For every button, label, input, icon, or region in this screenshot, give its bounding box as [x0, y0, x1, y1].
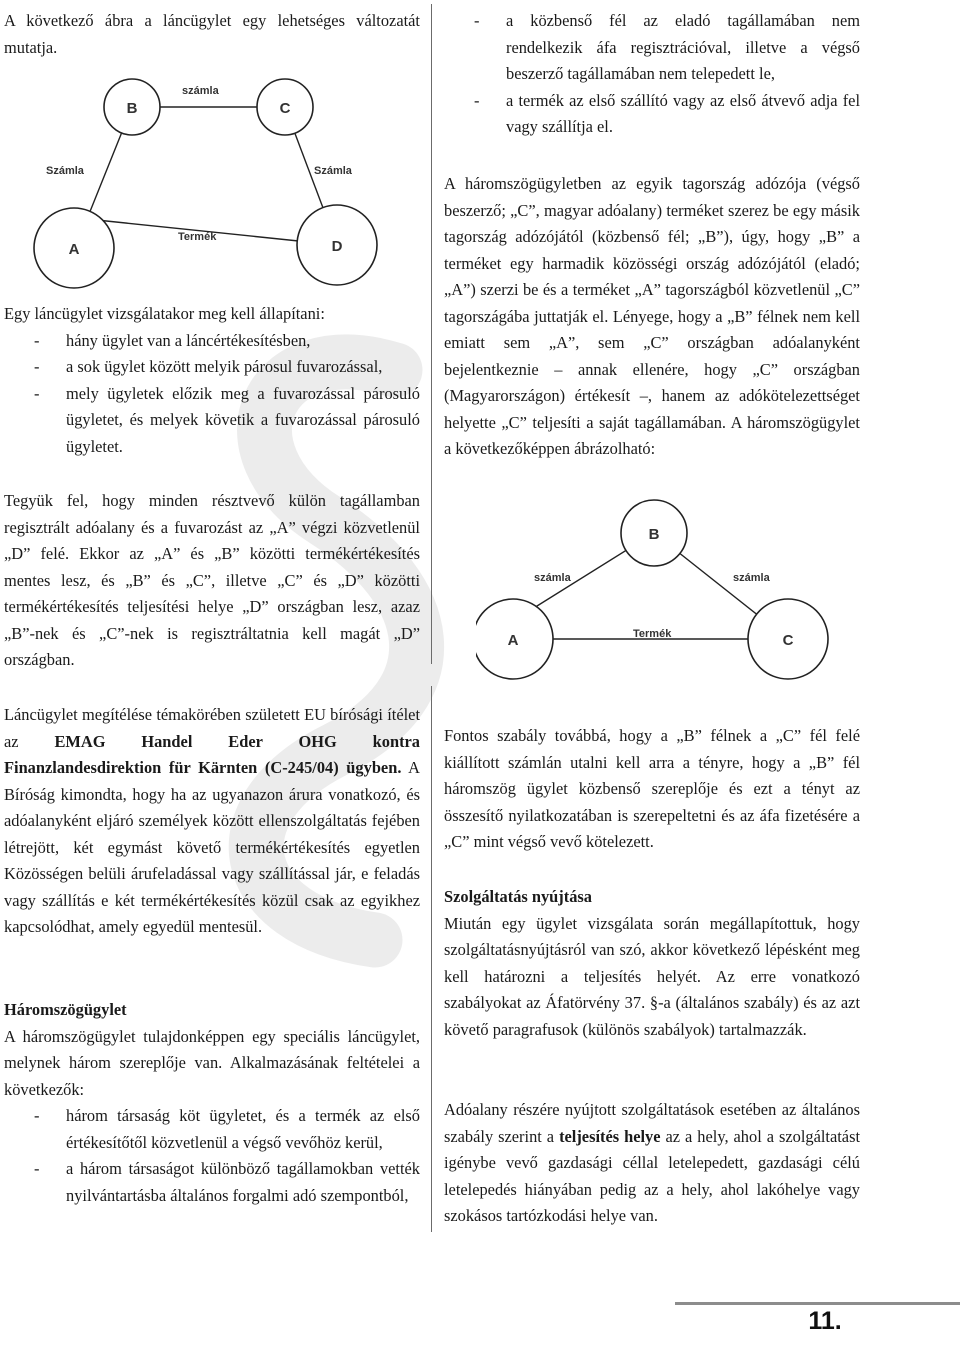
- triangle-heading: Háromszögügylet: [4, 1000, 127, 1019]
- triangle-example-paragraph: A háromszögügyletben az egyik tagország adózója (végső beszerző; „C”, magyar adóalany) terméket szerez be egy másik tagország adózójától (közbenső fél; „B”), úgy, hogy „B” a terméket egy harmadik közösségi ország adózójától (eladó; „A”) szerzi be és a terméket „A” tagországból közvetlenül „C” tagországába juttatják el. Lényege, hogy a „B” félnek nem kell emiatt sem „A”, sem „C” országban adóalanyként bejelentkeznie – annak ellenére, hogy „C” országban (Magyarországon) értékesít –, hanem az adókötelezettséget helyette „C” teljesíti a saját tagállamában. A háromszögügylet a következőképpen ábrázolható:: [444, 174, 860, 458]
- case-name: EMAG Handel Eder OHG kontra Finanzlandesdirektion für Kärnten (C-245/04) ügyben.: [4, 731, 420, 777]
- triangle-condition: - három társaság köt ügyletet, és a termék az első értékesítőtől közvetlenül a végső vevőhöz kerül,: [4, 1103, 420, 1156]
- page-number: 11.: [808, 1307, 842, 1335]
- checklist-item: - hány ügylet van a láncértékesítésben,: [4, 328, 420, 355]
- edge-b-c-label: számla: [182, 85, 219, 97]
- services-text: Miután egy ügylet vizsgálata során megállapítottuk, hogy szolgáltatásnyújtásról van szó, akkor következő lépésként meg kell határozni a teljesítés helyét. Az erre vonatkozó szabályokat az Áfatörvény 37. §-a (általános szabály) és az azt követő paragrafusok (különös szabályok) tartalmazzák.: [444, 913, 860, 1039]
- triangle-condition: - a közbenső fél az eladó tagállamában nem rendelkezik áfa regisztrációval, illetve a végső beszerző tagállamában nem telepedett le,: [444, 8, 860, 88]
- services-heading: Szolgáltatás nyújtása: [444, 887, 592, 906]
- checklist-lead: Egy láncügylet vizsgálatakor meg kell állapítani:: [4, 304, 325, 323]
- node-a-label: A: [68, 241, 80, 258]
- triangle-conditions-continued: [444, 8, 860, 141]
- triangle-section: [4, 997, 420, 1209]
- edge-b-c-label: számla: [733, 572, 770, 584]
- edge-a-c-label: Termék: [633, 628, 672, 640]
- performance-place-term: teljesítés helye: [559, 1126, 661, 1146]
- node-b-label: B: [648, 526, 660, 543]
- ruling-paragraph: Láncügylet megítélése témakörében született EU bírósági ítélet az EMAG Handel Eder OHG kontra Finanzlandesdirektion für Kärnten (C-245/04) ügyben. A Bíróság kimondta, hogy ha az ugyanazon árura vonatkozó, és adóalanyként eljáró személyek között ellenszolgáltatás fejében létrejött, két egymást követő termékértékesítés egyetlen Közösségen belüli árufeladással vagy szállítással jár, e feladás vagy szállítás e két termékértékesítés közül csak az egyikhez kapcsolódhat, amely egyedül mentesül.: [4, 705, 420, 936]
- node-c-label: C: [279, 100, 291, 117]
- checklist-block: [4, 301, 420, 460]
- services-section: [444, 884, 860, 1043]
- node-d-label: D: [331, 238, 343, 255]
- edge-a-b-label: Számla: [46, 165, 84, 177]
- place-of-performance-paragraph: Adóalany részére nyújtott szolgáltatások esetében az általános szabály szerint a teljesítés helye az a hely, ahol a szolgáltatást igénybe vevő gazdasági céllal letelepedett, gazdasági célú letelepedés hiányában pedig az a hely, ahol lakóhelye vagy szokásos tartózkodási helye van.: [444, 1100, 861, 1225]
- column-divider-top: [431, 4, 432, 664]
- column-divider-bottom: [431, 686, 432, 1232]
- triangle-condition: - a termék az első szállító vagy az első átvevő adja fel vagy szállítja el.: [444, 88, 860, 141]
- triangle-condition: - a három társaságot különböző tagállamokban vették nyilvántartásba általános forgalmi adó szempontból,: [4, 1156, 420, 1209]
- node-a-label: A: [507, 632, 519, 649]
- rule-paragraph: Fontos szabály továbbá, hogy a „B” félnek a „C” fél felé kiállított számlán utalni kell arra a tényre, hogy a „B” fél háromszög ügylet közbenső szereplője és ezt a tényt az összesítő nyilatkozatában is szerepeltetni és az áfa fizetésére a „C” mint végső vevő kötelezett.: [444, 726, 860, 851]
- edge-a-d-label: Termék: [178, 231, 217, 243]
- edge-c-d-label: Számla: [314, 165, 352, 177]
- triangle-diagram: [476, 498, 866, 683]
- checklist-item: - a sok ügylet között melyik párosul fuvarozással,: [4, 354, 420, 381]
- node-b-label: B: [126, 100, 138, 117]
- checklist-item: - mely ügyletek előzik meg a fuvarozással párosuló ügyletet, és melyek követik a fuvarozással párosuló ügyletet.: [4, 381, 420, 461]
- edge-a-b-label: számla: [534, 572, 571, 584]
- chain-diagram: [32, 78, 412, 293]
- node-c-label: C: [782, 632, 794, 649]
- assumption-paragraph: Tegyük fel, hogy minden résztvevő külön tagállamban regisztrált adóalany és a fuvarozást az „A” végzi közvetlenül „D” felé. Ekkor az „A” és „B” közötti termékértékesítés mentes lesz, és „B” és „C”, illetve „C” és „D” közötti termékértékesítés teljesítési helye „D” országban lesz, azaz „B”-nek és „C”-nek is regisztráltatnia kell magát „D” országban.: [4, 491, 420, 669]
- triangle-text: A háromszögügylet tulajdonképpen egy speciális láncügylet, melynek három szereplője van. Alkalmazásának feltételei a következők:: [4, 1026, 420, 1099]
- intro-text: A következő ábra a láncügylet egy lehetséges változatát mutatja.: [4, 11, 420, 57]
